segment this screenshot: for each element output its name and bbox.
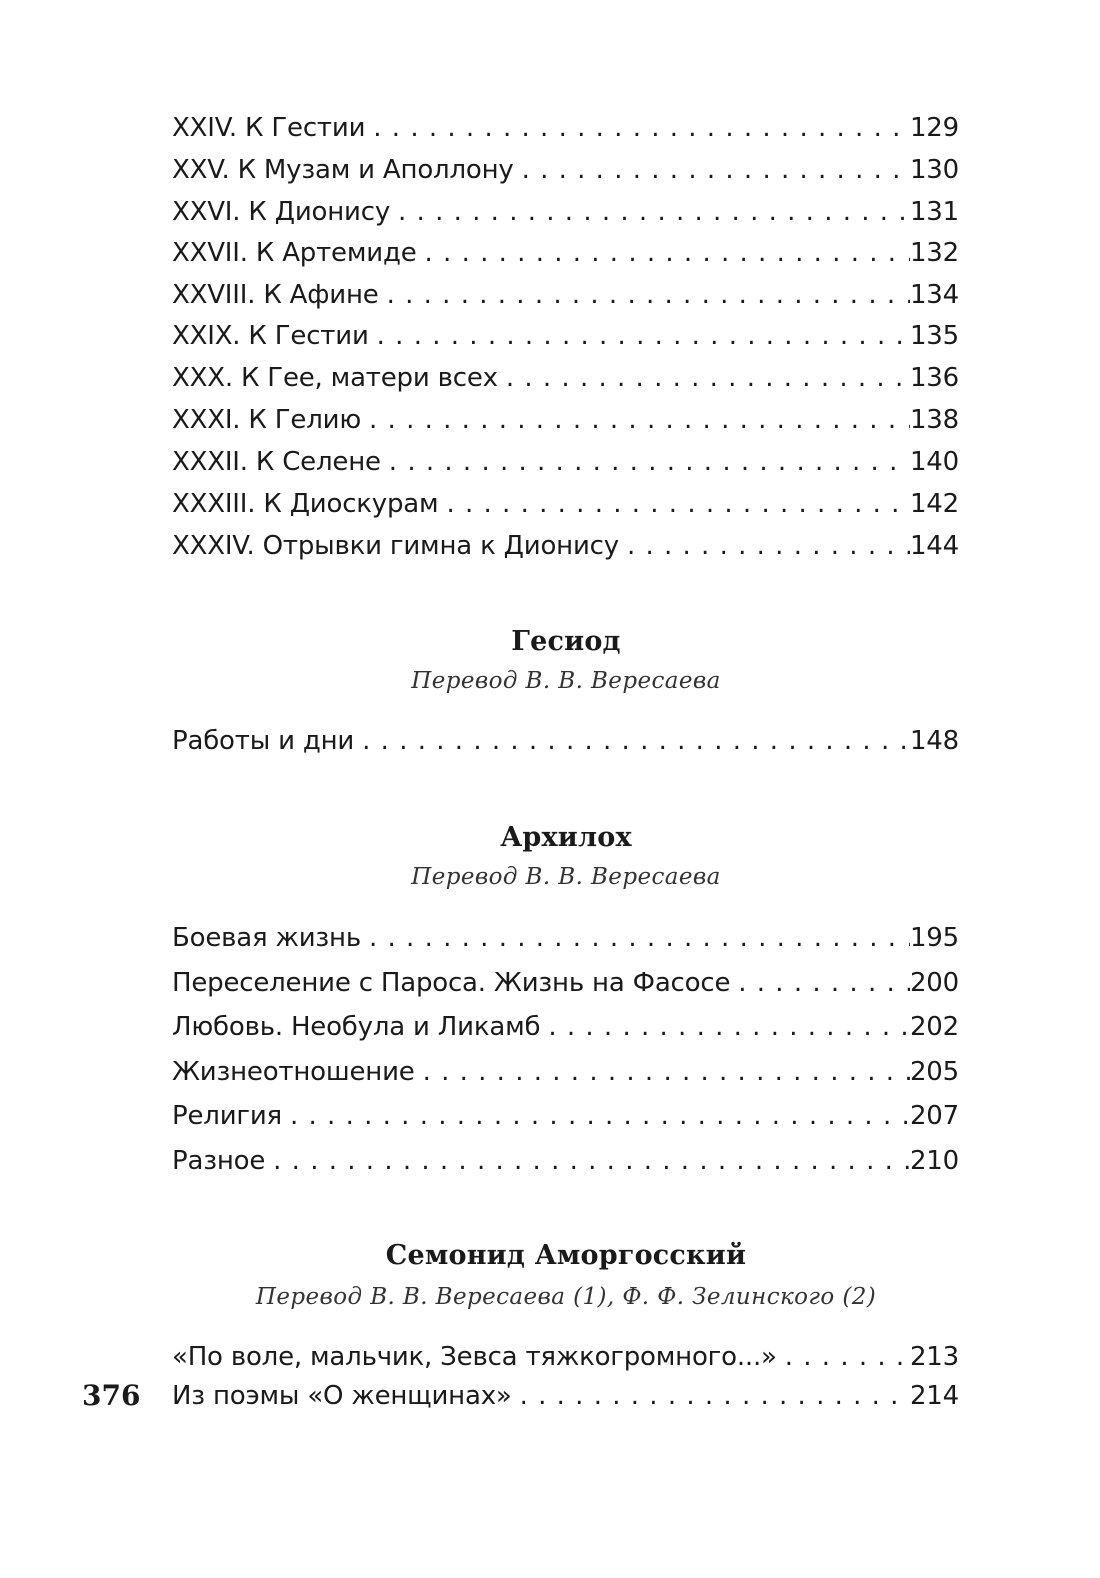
- entry-page-number: 144: [909, 531, 959, 561]
- dot-leader: [369, 316, 910, 356]
- section-author-heading: Гесиод: [511, 626, 621, 657]
- entry-title: XXXIII. К Диоскурам: [172, 489, 439, 519]
- dot-leader: [282, 1096, 910, 1136]
- toc-entry: [172, 108, 959, 148]
- toc-entry: [172, 1337, 959, 1377]
- entry-title: XXIX. К Гестии: [172, 321, 369, 351]
- dot-leader: [512, 1376, 910, 1416]
- dot-leader: [354, 721, 910, 761]
- dot-leader: [514, 150, 910, 190]
- entry-title: XXV. К Музам и Аполлону: [172, 155, 514, 185]
- entry-title: «По воле, мальчик, Зевса тяжкогромного...»: [172, 1342, 777, 1372]
- entry-page-number: 214: [909, 1381, 959, 1411]
- section-translator-line: Перевод В. В. Вересаева (1), Ф. Ф. Зелинского (2): [255, 1284, 877, 1310]
- section-translator-line: Перевод В. В. Вересаева: [411, 864, 721, 890]
- entry-page-number: 202: [909, 1012, 959, 1042]
- entry-page-number: 205: [909, 1057, 959, 1087]
- toc-entry: [172, 150, 959, 190]
- entry-page-number: 132: [909, 238, 959, 268]
- entry-page-number: 142: [909, 489, 959, 519]
- entry-title: XXXII. К Селене: [172, 447, 381, 477]
- toc-entry: [172, 192, 959, 232]
- entry-title: Из поэмы «О женщинах»: [172, 1381, 512, 1411]
- entry-title: Религия: [172, 1101, 282, 1131]
- toc-entry: [172, 721, 959, 761]
- entry-title: XXVI. К Дионису: [172, 197, 391, 227]
- dot-leader: [730, 963, 910, 1003]
- toc-entry: [172, 963, 959, 1003]
- toc-entry: [172, 316, 959, 356]
- dot-leader: [361, 918, 910, 958]
- dot-leader: [498, 358, 910, 398]
- entry-title: Боевая жизнь: [172, 923, 361, 953]
- entry-page-number: 129: [909, 113, 959, 143]
- dot-leader: [361, 400, 910, 440]
- toc-entry: [172, 442, 959, 482]
- entry-page-number: 195: [909, 923, 959, 953]
- toc-entry: [172, 1007, 959, 1047]
- entry-title: XXX. К Гее, матери всех: [172, 363, 498, 393]
- toc-entry: [172, 918, 959, 958]
- dot-leader: [381, 442, 910, 482]
- entry-page-number: 136: [909, 363, 959, 393]
- dot-leader: [777, 1337, 910, 1377]
- entry-page-number: 200: [909, 968, 959, 998]
- toc-entry: [172, 275, 959, 315]
- toc-entry: [172, 400, 959, 440]
- toc-entry: [172, 1096, 959, 1136]
- entry-page-number: 131: [909, 197, 959, 227]
- entry-page-number: 213: [909, 1342, 959, 1372]
- entry-page-number: 135: [909, 321, 959, 351]
- folio-page-number: 376: [82, 1379, 141, 1412]
- entry-title: Переселение с Пароса. Жизнь на Фасосе: [172, 968, 731, 998]
- section-author-heading: Архилох: [500, 822, 632, 853]
- entry-title: XXIV. К Гестии: [172, 113, 366, 143]
- entry-page-number: 207: [909, 1101, 959, 1131]
- toc-entry: [172, 233, 959, 273]
- toc-entry: [172, 358, 959, 398]
- section-author-heading: Семонид Аморгосский: [385, 1240, 747, 1271]
- dot-leader: [390, 192, 910, 232]
- dot-leader: [415, 1052, 910, 1092]
- toc-entry: [172, 484, 959, 524]
- entry-title: Разное: [172, 1146, 266, 1176]
- toc-entry: [172, 1141, 959, 1181]
- entry-title: Любовь. Необула и Ликамб: [172, 1012, 541, 1042]
- dot-leader: [438, 484, 910, 524]
- dot-leader: [365, 108, 910, 148]
- entry-page-number: 138: [909, 405, 959, 435]
- entry-title: XXVIII. К Афине: [172, 280, 379, 310]
- entry-page-number: 210: [909, 1146, 959, 1176]
- dot-leader: [379, 275, 910, 315]
- dot-leader: [619, 526, 910, 566]
- entry-title: XXXI. К Гелию: [172, 405, 362, 435]
- toc-entry: [172, 526, 959, 566]
- dot-leader: [540, 1007, 910, 1047]
- section-translator-line: Перевод В. В. Вересаева: [411, 668, 721, 694]
- toc-entry: [172, 1376, 959, 1416]
- entry-title: Жизнеотношение: [172, 1057, 415, 1087]
- entry-title: Работы и дни: [172, 726, 355, 756]
- toc-entry: [172, 1052, 959, 1092]
- entry-page-number: 134: [909, 280, 959, 310]
- dot-leader: [265, 1141, 910, 1181]
- entry-page-number: 140: [909, 447, 959, 477]
- entry-title: XXXIV. Отрывки гимна к Дионису: [172, 531, 619, 561]
- entry-page-number: 148: [909, 726, 959, 756]
- entry-page-number: 130: [909, 155, 959, 185]
- entry-title: XXVII. К Артемиде: [172, 238, 417, 268]
- dot-leader: [417, 233, 910, 273]
